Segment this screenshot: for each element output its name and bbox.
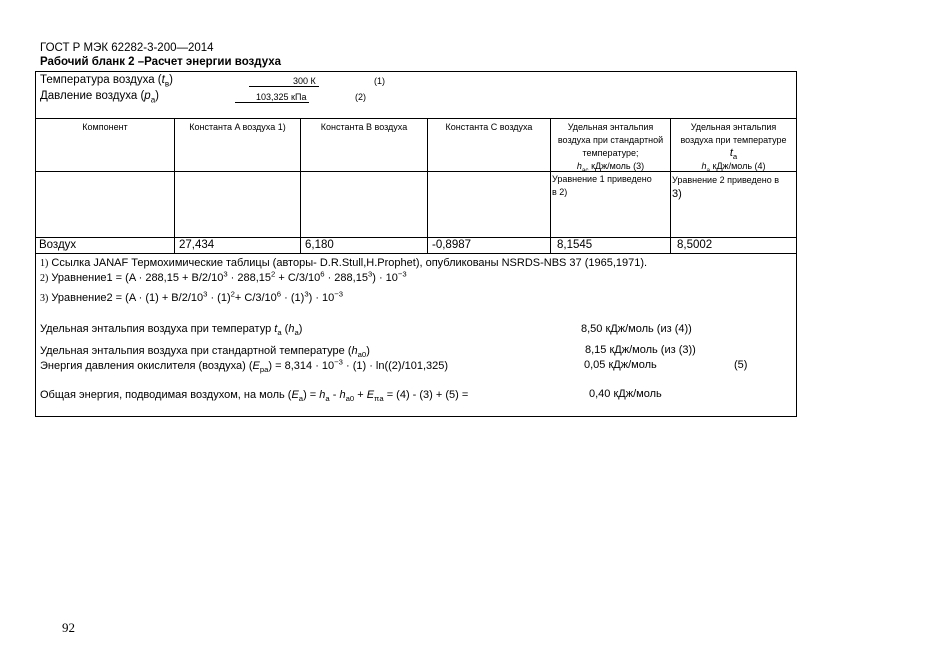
table-bottom-border [35, 416, 797, 417]
header-const-b: Константа B воздуха [320, 122, 408, 132]
result-h-std-label: Удельная энтальпия воздуха при стандартной температуре $(h_{a0})$ [40, 345, 370, 360]
header-h-t: Удельная энтальпия воздуха при температуре $t_a$ $h_a$ кДж/моль (4) [680, 122, 787, 174]
table-right-border [796, 71, 797, 417]
row-h-std: 8,1545 [557, 239, 593, 251]
result-h-t-value: 8,50 кДж/моль (из (4)) [581, 323, 692, 335]
row-const-b: 6,180 [305, 239, 334, 251]
page-number: 92 [62, 620, 75, 635]
notes-bottom-border [35, 237, 797, 238]
result-h-std-value: 8,15 кДж/моль (из (3)) [585, 344, 696, 356]
temperature-value: 300 К [293, 76, 316, 86]
result-total-energy-value: 0,40 кДж/моль [589, 388, 662, 400]
result-total-energy-label: Общая энергия, подводимая воздухом, на моль $(E_a) = h_a - h_{a0} + E_{\pi a} = (4) - (3) + (5)$ = [40, 389, 469, 404]
row-bottom-border [35, 253, 797, 254]
footnote-2: 2) Уравнение1 = $(A \cdot 288,15 + B/2/10^3 \cdot 288,15^2 + C/3/10^6 \cdot 288,15^3) \cdot 10^{-3}$ [40, 269, 407, 284]
col-divider [427, 118, 428, 253]
result-pressure-energy-value: 0,05 кДж/моль [584, 359, 657, 371]
row-h-t: 8,5002 [677, 239, 713, 251]
inputs-bottom-border [35, 118, 797, 119]
header-const-a: Константа A воздуха 1) [189, 122, 286, 132]
col-divider [300, 118, 301, 253]
row-const-c: -0,8987 [432, 239, 472, 251]
footnote-3: 3) Уравнение2 = $(A \cdot (1) + B/2/10^3 \cdot (1)^2+ C/3/10^6 \cdot (1)^3) \cdot 10^{-3}$ [40, 289, 344, 304]
document-code: ГОСТ Р МЭК 62282-3-200—2014 [40, 42, 214, 54]
eq2-note: Уравнение 2 приведено в 3) [672, 175, 779, 200]
row-component: Воздух [39, 239, 77, 251]
pressure-label: Давление воздуха $(p_a)$ [40, 90, 160, 105]
header-const-c: Константа C воздуха [445, 122, 533, 132]
pressure-ref: (2) [355, 92, 366, 102]
pressure-value: 103,325 кПа [256, 92, 307, 102]
result-pressure-energy-label: Энергия давления окислителя (воздуха) $(E_{pa}) = 8,314 \cdot 10^{-3} \cdot (1) \cdot \ln((2)/101,325)$ [40, 357, 449, 375]
row-const-a: 27,434 [179, 239, 215, 251]
footnote-1: 1) Ссылка JANAF Термохимические таблицы (авторы- D.R.Stull,H.Prophet), опубликованы NSRDS-NBS 37 (1965,1971). [40, 257, 648, 269]
temperature-label: Температура воздуха $(t_в)$ [40, 74, 173, 89]
table-top-border [35, 71, 797, 72]
col-divider [174, 118, 175, 253]
result-h-t-label: Удельная энтальпия воздуха при температур $t_a$ $(h_a)$ [40, 323, 303, 338]
header-h-std: Удельная энтальпия воздуха при стандартной температуре; $h_{ac}$ кДж/моль (3) [557, 122, 664, 174]
temperature-ref: (1) [374, 76, 385, 86]
eq1-note: Уравнение 1 приведено в 2) [552, 174, 652, 197]
result-pressure-energy-ref: (5) [734, 359, 748, 371]
form-title: Рабочий бланк 2 –Расчет энергии воздуха [40, 56, 282, 68]
header-component: Компонент [82, 122, 128, 132]
